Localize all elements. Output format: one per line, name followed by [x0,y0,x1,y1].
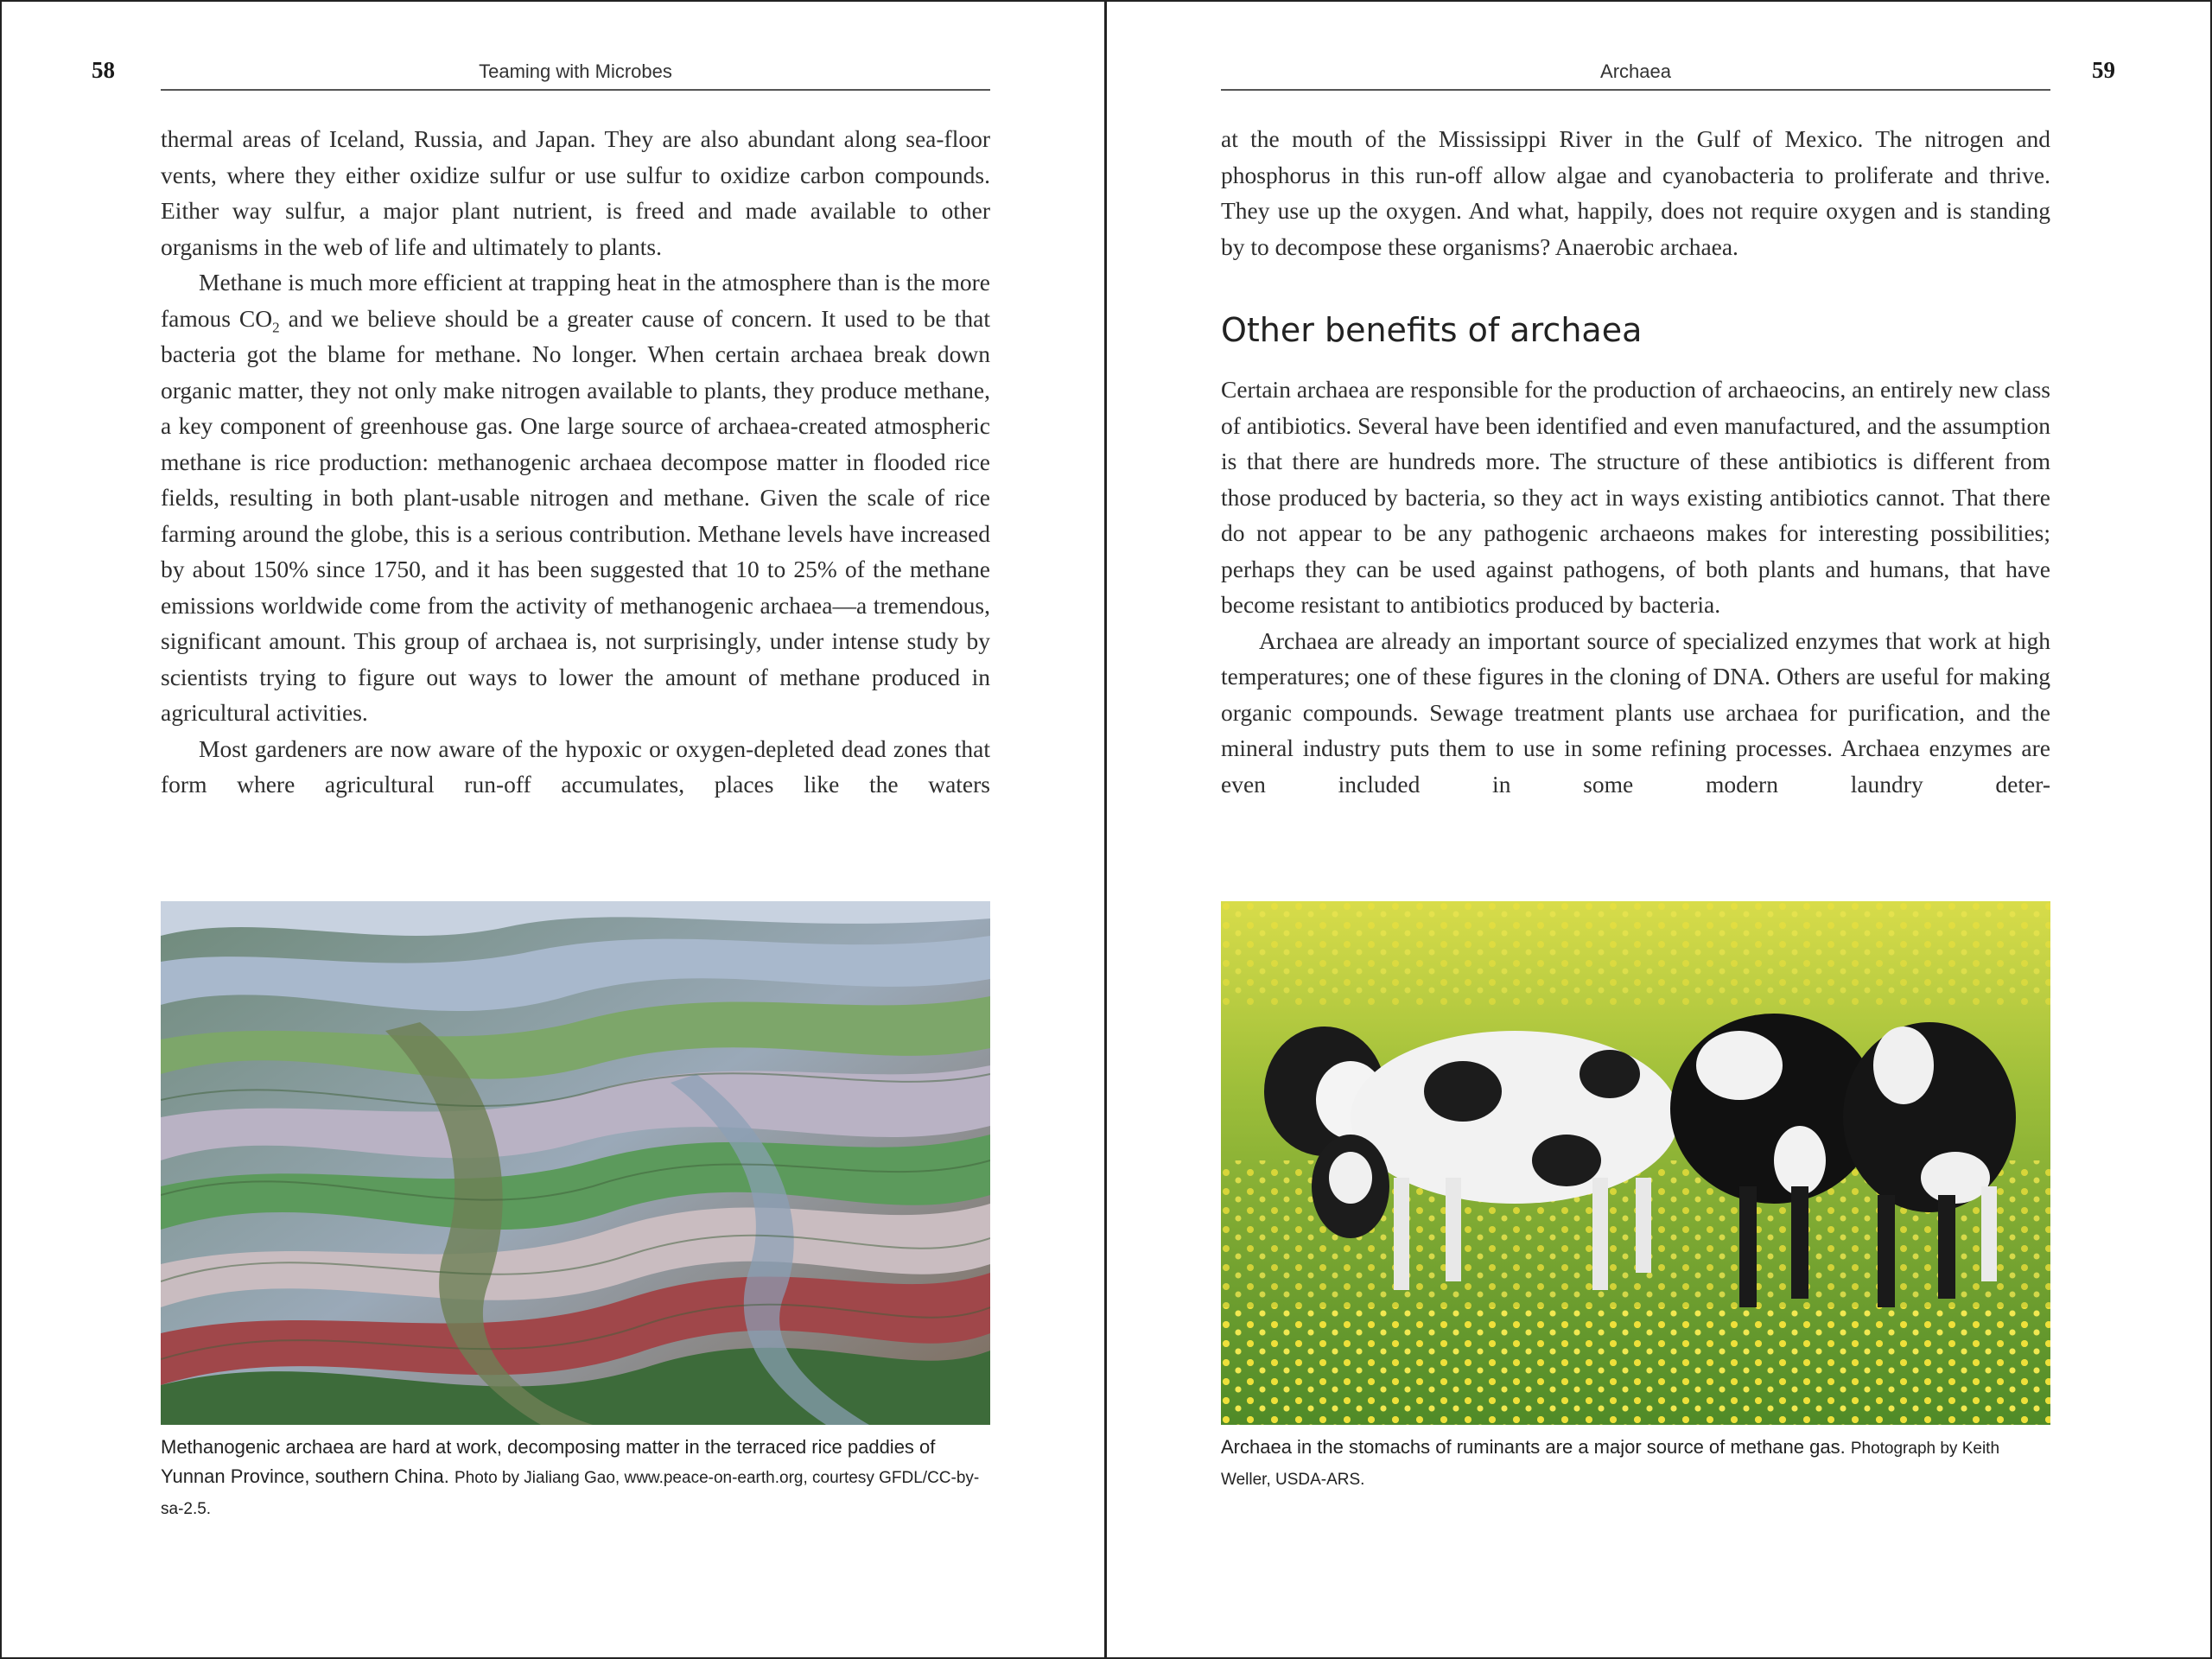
body-text [161,121,990,803]
paragraph: thermal areas of Iceland, Russia, and Japan. They are also abundant along sea-floor vents, where they either oxidize sulfur or use sulfur to oxidize carbon compounds. Either way sulfur, a major plant nutrient, is freed and made available to other organisms in the web of life and ultimately to plants. [161,125,990,260]
header-rule [1221,89,2050,91]
rice-terraces-photo [161,901,990,1425]
grazing-cows-photo [1221,901,2050,1425]
left-page [0,0,1104,1659]
figure-caption [161,1433,990,1524]
body-text-bottom [1221,372,2050,802]
caption-text: Archaea in the stomachs of ruminants are a major source of methane gas. [1221,1436,1846,1458]
right-page [1107,0,2211,1659]
header-rule [161,89,990,91]
paragraph: Archaea are already an important source of specialized enzymes that work at high temperatures; one of these figures in the cloning of DNA. Others are useful for making organic compounds. Sewage treatment plants use archaea for purification, and the mineral industry puts them to use in some refining processes. Archaea enzymes are even included in some modern laundry deter- [1221,626,2050,798]
page-number: 58 [92,57,115,83]
paragraph: at the mouth of the Mississippi River in the Gulf of Mexico. The nitrogen and phosphorus in this run-off allow algae and cyanobacteria to proliferate and thrive. They use up the oxygen. And what, happily, does not require oxygen and is standing by to decompose these organisms? Anaerobic archaea. [1221,125,2050,260]
photo-credit: Photograph by Keith Weller, USDA-ARS. [1221,1440,2000,1489]
paragraph: Certain archaea are responsible for the production of archaeocins, an entirely new class of antibiotics. Several have been identified and even manufactured, and the assumption is that there are hundreds more. The structure of these antibiotics is different from those produced by bacteria, so they act in ways existing antibiotics cannot. That there do not appear to be any pathogenic archaeons makes for interesting possibilities; perhaps they can be used against pathogens, of both plants and humans, that have become resistant to antibiotics produced by bacteria. [1221,376,2050,618]
figure-caption [1221,1433,2050,1495]
running-head: Teaming with Microbes [479,60,672,82]
page-number: 59 [2092,57,2115,83]
paragraph: Most gardeners are now aware of the hypoxic or oxygen-depleted dead zones that form where agricultural run-off accumulates, places like the waters [161,734,990,798]
section-heading: Other benefits of archaea [1221,311,1643,349]
paragraph: Methane is much more efficient at trapping heat in the atmosphere than is the more famous $CO_2$ and we believe should be a greater cause of concern. It used to be that bacteria got the blame for methane. No longer. When certain archaea break down organic matter, they not only make nitrogen available to plants, they produce methane, a key component of greenhouse gas. One large source of archaea-created atmospheric methane is rice production: methanogenic archaea decompose matter in flooded rice fields, resulting in both plant-usable nitrogen and methane. Given the scale of rice farming around the globe, this is a serious contribution. Methane levels have increased by about 150% since 1750, and it has been suggested that 10 to 25% of the methane emissions worldwide come from the activity of methanogenic archaea—a tremendous, significant amount. This group of archaea is, not surprisingly, under intense study by scientists trying to figure out ways to lower the amount of methane produced in agricultural activities. [161,269,990,726]
body-text-top [1221,121,2050,264]
caption-text: Methanogenic archaea are hard at work, decomposing matter in the terraced rice paddies of Yunnan Province, southern China. [161,1436,936,1487]
running-head: Archaea [1600,60,1671,82]
photo-credit: Photo by Jialiang Gao, www.peace-on-earth.org, courtesy GFDL/CC-by-sa-2.5. [161,1469,980,1518]
